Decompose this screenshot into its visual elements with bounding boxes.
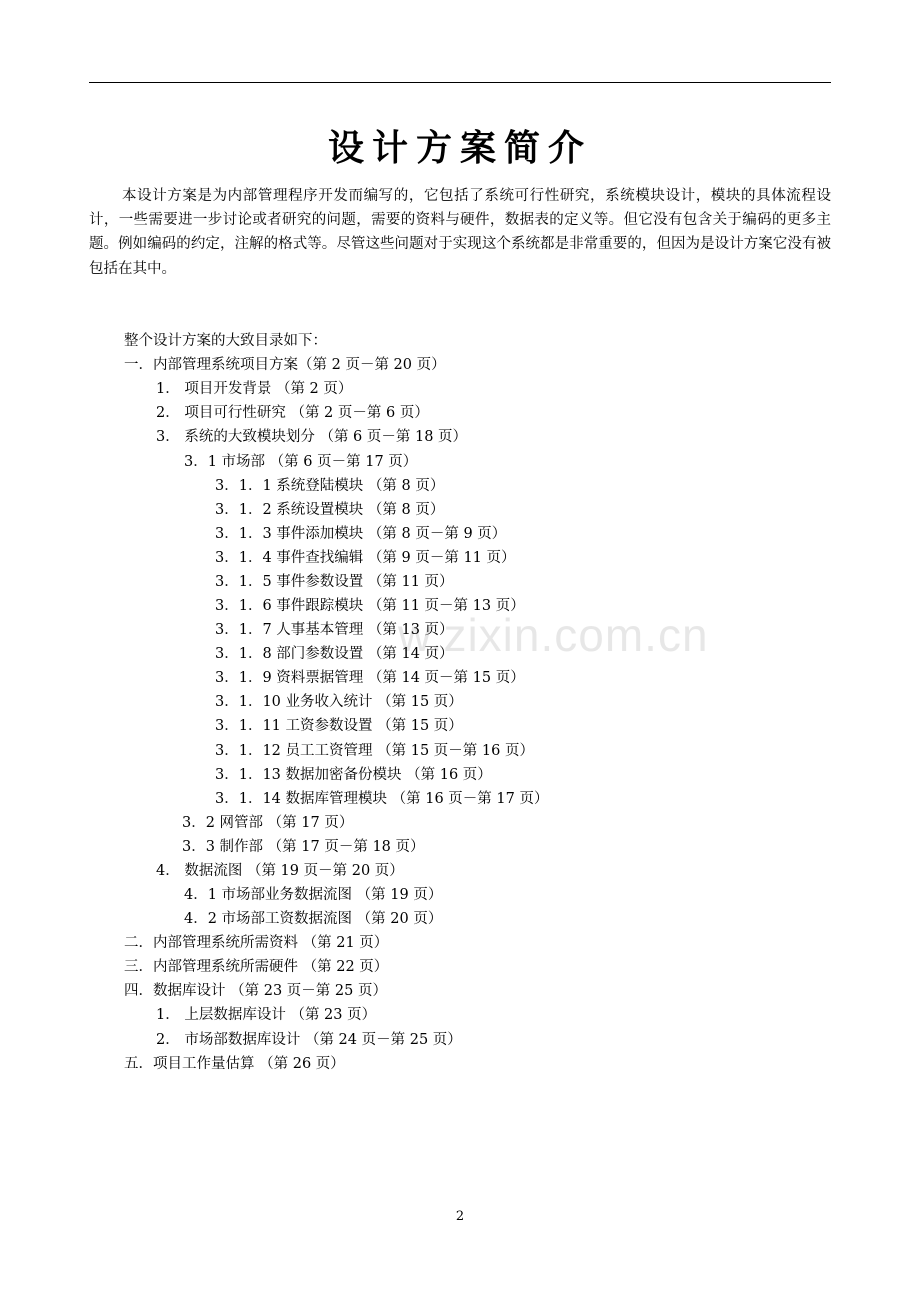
intro-paragraph: 本设计方案是为内部管理程序开发而编写的，它包括了系统可行性研究，系统模块设计，模块的具体流程设计，一些需要进一步讨论或者研究的问题，需要的资料与硬件，数据表的定义等。但它没有包含关于编码的更多主题。例如编码的约定，注解的格式等。尽管这些问题对于实现这个系统都是非常重要的，但因为是设计方案它没有被包括在其中。: [89, 188, 831, 277]
toc-entry: 五．项目工作量估算 （第 26 页）: [124, 1056, 345, 1072]
header-rule: [89, 82, 831, 83]
toc-entry: 3．1．10 业务收入统计 （第 15 页）: [215, 694, 463, 710]
toc-entry: 3．1 市场部 （第 6 页－第 17 页）: [184, 454, 418, 470]
toc-entry: 4．1 市场部业务数据流图 （第 19 页）: [184, 887, 443, 903]
toc-entry: 4．2 市场部工资数据流图 （第 20 页）: [184, 911, 443, 927]
toc-entry: 一．内部管理系统项目方案（第 2 页－第 20 页）: [124, 357, 446, 373]
watermark: w.zixin.com.cn: [398, 609, 709, 661]
toc-entry: 2． 市场部数据库设计 （第 24 页－第 25 页）: [156, 1032, 462, 1048]
toc-entry: 3．1．14 数据库管理模块 （第 16 页－第 17 页）: [215, 791, 549, 807]
toc-entry: 3．1．11 工资参数设置 （第 15 页）: [215, 718, 463, 734]
toc-entry: 3．1．4 事件查找编辑 （第 9 页－第 11 页）: [215, 550, 516, 566]
toc-entry: 3．1．1 系统登陆模块 （第 8 页）: [215, 478, 445, 494]
toc-entry: 3．1．13 数据加密备份模块 （第 16 页）: [215, 767, 492, 783]
toc-entry: 3．3 制作部 （第 17 页－第 18 页）: [182, 839, 425, 855]
toc-entry: 3．1．9 资料票据管理 （第 14 页－第 15 页）: [215, 670, 525, 686]
toc-entry: 三．内部管理系统所需硬件 （第 22 页）: [124, 959, 389, 975]
toc-entry: 3．1．2 系统设置模块 （第 8 页）: [215, 502, 445, 518]
toc-entry: 1． 项目开发背景 （第 2 页）: [156, 381, 353, 397]
page-number: 2: [455, 1209, 465, 1224]
toc-entry: 3． 系统的大致模块划分 （第 6 页－第 18 页）: [156, 429, 468, 445]
document-title: 设计方案简介: [327, 127, 592, 169]
toc-heading: 整个设计方案的大致目录如下：: [124, 333, 327, 349]
toc-entry: 3．1．5 事件参数设置 （第 11 页）: [215, 574, 454, 590]
toc-entry: 1． 上层数据库设计 （第 23 页）: [156, 1007, 377, 1023]
toc-entry: 四．数据库设计 （第 23 页－第 25 页）: [124, 983, 387, 999]
toc-entry: 3．1．7 人事基本管理 （第 13 页）: [215, 622, 454, 638]
toc-entry: 二．内部管理系统所需资料 （第 21 页）: [124, 935, 389, 951]
toc-entry: 3．2 网管部 （第 17 页）: [182, 815, 354, 831]
toc-entry: 4． 数据流图 （第 19 页－第 20 页）: [156, 863, 404, 879]
toc-entry: 3．1．6 事件跟踪模块 （第 11 页－第 13 页）: [215, 598, 525, 614]
toc-entry: 3．1．3 事件添加模块 （第 8 页－第 9 页）: [215, 526, 507, 542]
toc-entry: 3．1．12 员工工资管理 （第 15 页－第 16 页）: [215, 743, 534, 759]
toc-entry: 2． 项目可行性研究 （第 2 页－第 6 页）: [156, 405, 429, 421]
toc-entry: 3．1．8 部门参数设置 （第 14 页）: [215, 646, 454, 662]
